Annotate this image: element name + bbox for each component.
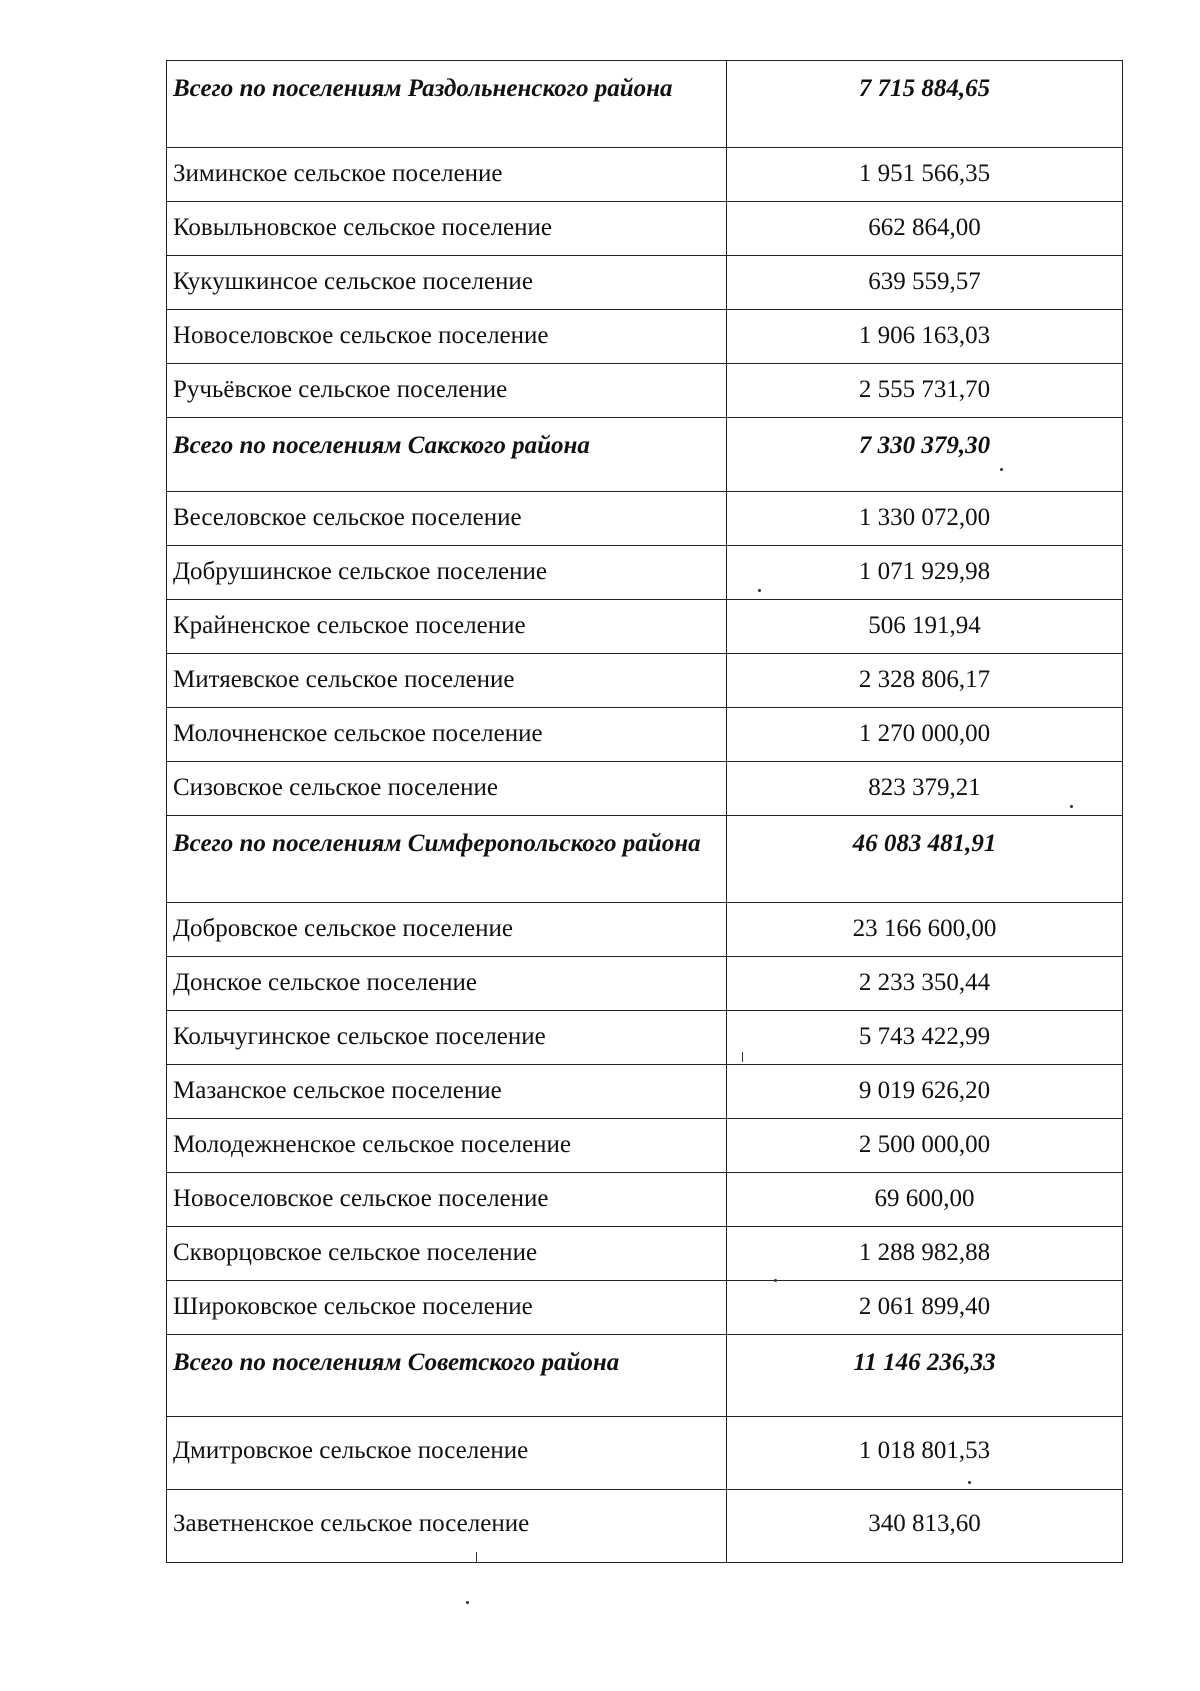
settlement-amount: 23 166 600,00: [727, 903, 1123, 957]
settlement-amount: 639 559,57: [727, 256, 1123, 310]
settlement-row: [167, 1011, 1123, 1065]
settlement-amount: 2 061 899,40: [727, 1281, 1123, 1335]
scan-speck: [466, 1601, 469, 1604]
settlement-amount: 662 864,00: [727, 202, 1123, 256]
settlement-name: Дмитровское сельское поселение: [167, 1417, 727, 1490]
scan-speck: [1070, 805, 1073, 808]
district-total-name: Всего по поселениям Сакского района: [167, 418, 727, 492]
district-total-amount: 11 146 236,33: [727, 1335, 1123, 1417]
settlement-name: Молодежненское сельское поселение: [167, 1119, 727, 1173]
settlement-budget-table: [166, 60, 1123, 1563]
settlement-name: Новоселовское сельское поселение: [167, 310, 727, 364]
settlement-name: Добрушинское сельское поселение: [167, 546, 727, 600]
scan-speck: [968, 1481, 971, 1484]
settlement-name: Добровское сельское поселение: [167, 903, 727, 957]
settlement-name: Скворцовское сельское поселение: [167, 1227, 727, 1281]
settlement-row: [167, 1173, 1123, 1227]
district-total-row: [167, 418, 1123, 492]
settlement-name: Заветненское сельское поселение: [167, 1490, 727, 1563]
settlement-name: Молочненское сельское поселение: [167, 708, 727, 762]
settlement-row: [167, 1281, 1123, 1335]
settlement-row: [167, 957, 1123, 1011]
district-total-row: [167, 61, 1123, 148]
district-total-name: Всего по поселениям Советского района: [167, 1335, 727, 1417]
settlement-amount: 5 743 422,99: [727, 1011, 1123, 1065]
settlement-amount: 2 328 806,17: [727, 654, 1123, 708]
district-total-amount: 7 330 379,30: [727, 418, 1123, 492]
settlement-amount: 2 233 350,44: [727, 957, 1123, 1011]
district-total-name: Всего по поселениям Симферопольского района: [167, 816, 727, 903]
district-total-row: [167, 1335, 1123, 1417]
district-total-name: Всего по поселениям Раздольненского района: [167, 61, 727, 148]
scan-speck: [476, 1552, 477, 1562]
settlement-row: [167, 600, 1123, 654]
settlement-amount: 1 906 163,03: [727, 310, 1123, 364]
settlement-row: [167, 903, 1123, 957]
settlement-name: Широковское сельское поселение: [167, 1281, 727, 1335]
settlement-amount: 1 330 072,00: [727, 492, 1123, 546]
settlement-amount: 823 379,21: [727, 762, 1123, 816]
scan-speck: [774, 1279, 777, 1282]
settlement-name: Ковыльновское сельское поселение: [167, 202, 727, 256]
scan-speck: [758, 589, 761, 592]
scan-speck: [1000, 468, 1003, 471]
settlement-amount: 1 951 566,35: [727, 148, 1123, 202]
settlement-row: [167, 148, 1123, 202]
settlement-name: Веселовское сельское поселение: [167, 492, 727, 546]
scan-speck: [742, 1052, 743, 1062]
settlement-amount: 1 018 801,53: [727, 1417, 1123, 1490]
settlement-name: Ручьёвское сельское поселение: [167, 364, 727, 418]
settlement-row: [167, 762, 1123, 816]
settlement-amount: 506 191,94: [727, 600, 1123, 654]
settlement-row: [167, 492, 1123, 546]
settlement-row: [167, 654, 1123, 708]
settlement-row: [167, 708, 1123, 762]
settlement-row: [167, 1490, 1123, 1563]
settlement-row: [167, 1417, 1123, 1490]
settlement-amount: 1 270 000,00: [727, 708, 1123, 762]
settlement-name: Новоселовское сельское поселение: [167, 1173, 727, 1227]
settlement-name: Кукушкинсое сельское поселение: [167, 256, 727, 310]
district-total-amount: 46 083 481,91: [727, 816, 1123, 903]
settlement-row: [167, 546, 1123, 600]
settlement-name: Мазанское сельское поселение: [167, 1065, 727, 1119]
settlement-amount: 2 555 731,70: [727, 364, 1123, 418]
settlement-name: Кольчугинское сельское поселение: [167, 1011, 727, 1065]
settlement-name: Крайненское сельское поселение: [167, 600, 727, 654]
settlement-row: [167, 202, 1123, 256]
settlement-row: [167, 256, 1123, 310]
settlement-amount: 1 288 982,88: [727, 1227, 1123, 1281]
settlement-row: [167, 364, 1123, 418]
settlement-name: Донское сельское поселение: [167, 957, 727, 1011]
settlement-row: [167, 1065, 1123, 1119]
settlement-amount: 1 071 929,98: [727, 546, 1123, 600]
settlement-amount: 69 600,00: [727, 1173, 1123, 1227]
settlement-row: [167, 1227, 1123, 1281]
settlement-name: Сизовское сельское поселение: [167, 762, 727, 816]
settlement-amount: 2 500 000,00: [727, 1119, 1123, 1173]
settlement-amount: 9 019 626,20: [727, 1065, 1123, 1119]
settlement-row: [167, 1119, 1123, 1173]
settlement-name: Зиминское сельское поселение: [167, 148, 727, 202]
settlement-name: Митяевское сельское поселение: [167, 654, 727, 708]
settlement-amount: 340 813,60: [727, 1490, 1123, 1563]
settlement-row: [167, 310, 1123, 364]
district-total-row: [167, 816, 1123, 903]
district-total-amount: 7 715 884,65: [727, 61, 1123, 148]
